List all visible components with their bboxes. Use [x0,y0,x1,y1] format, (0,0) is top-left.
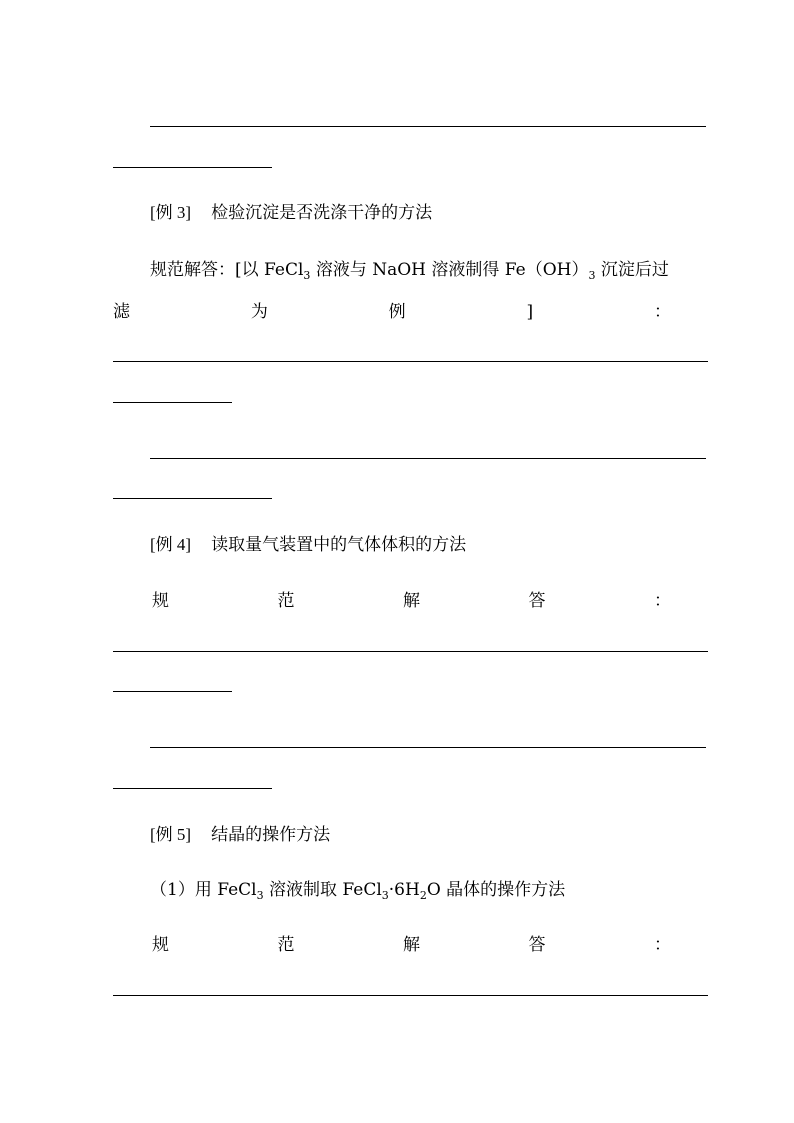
question-text: ·6H [388,880,420,900]
spread-char: 答 [528,591,546,611]
spread-char: ] [526,302,534,322]
answer-blank-line [150,747,706,748]
answer-blank-line [113,691,232,692]
answer-blank-line [113,995,708,996]
answer-blank-line [113,651,708,652]
answer-text: 规范解答：[以 FeCl [150,260,304,280]
subscript: 2 [419,889,427,902]
answer-blank-line [113,361,708,362]
example-5-title: 结晶的操作方法 [211,825,331,845]
example-5-question-1 [150,880,565,906]
spread-char: 例 [388,302,406,322]
example-3-title: 检验沉淀是否洗涤干净的方法 [211,203,433,223]
example-4-heading [150,535,466,555]
example-3-label: [例 3] [150,203,192,222]
subscript: 3 [303,269,311,282]
answer-blank-line [113,788,272,789]
answer-blank-line [113,167,272,168]
answer-text: 溶液与 NaOH 溶液制得 Fe（OH） [310,260,589,280]
answer-blank-line [150,458,706,459]
spread-char: 解 [403,591,420,611]
answer-blank-line [113,498,272,499]
spread-char: 规 [152,591,169,611]
example-4-answer-prompt [152,591,671,611]
example-3-heading [150,203,432,223]
spread-char: ： [654,935,671,955]
spread-char: 为 [250,302,268,322]
example-4-title: 读取量气装置中的气体体积的方法 [211,535,467,555]
question-text: O 晶体的操作方法 [426,880,566,900]
question-text: 溶液制取 FeCl [263,880,382,900]
example-5-heading [150,825,330,845]
subscript: 3 [381,889,389,902]
answer-blank-line [113,402,232,403]
spread-char: 解 [403,935,420,955]
spread-char: 规 [152,935,169,955]
example-3-answer-intro [150,260,669,286]
answer-text: 沉淀后过 [595,260,669,280]
spread-char: ： [654,591,671,611]
question-text: （1）用 FeCl [150,880,257,900]
subscript: 3 [588,269,596,282]
example-5-answer-prompt [152,935,671,955]
spread-char: 答 [528,935,546,955]
answer-blank-line [150,126,706,127]
spread-char: 范 [277,935,295,955]
subscript: 3 [256,889,264,902]
spread-char: 范 [277,591,295,611]
spread-char: 滤 [113,302,130,322]
example-3-answer-continuation [113,302,671,322]
spread-char: ： [653,302,671,322]
example-5-label: [例 5] [150,825,192,844]
example-4-label: [例 4] [150,535,192,554]
